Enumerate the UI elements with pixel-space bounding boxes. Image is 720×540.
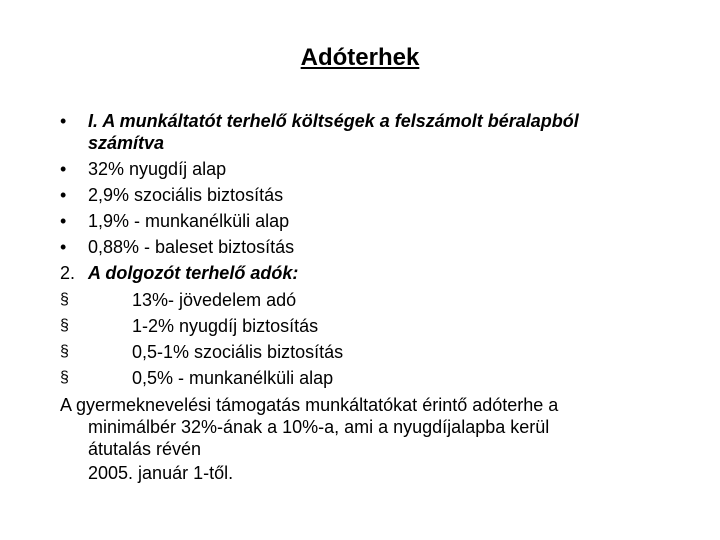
paragraph-line: átutalás révén	[88, 439, 202, 459]
list-item-text: 0,88% - baleset biztosítás	[88, 237, 295, 257]
list-item-text: 1,9% - munkanélküli alap	[88, 211, 290, 231]
page-title-text: Adóterhek	[300, 44, 420, 71]
list-item-text: számítva	[88, 133, 165, 153]
list-item-text: 1-2% nyugdíj biztosítás	[132, 316, 319, 336]
bullet-marker: •	[60, 111, 67, 131]
paragraph-line: minimálbér 32%-ának a 10%-a, ami a nyugdíjalapba kerül	[88, 417, 550, 437]
list-item-text: 2,9% szociális biztosítás	[88, 185, 284, 205]
section-marker: §	[60, 343, 69, 360]
list-item-text: A dolgozót terhelő adók:	[88, 263, 299, 283]
bullet-marker: •	[60, 159, 67, 179]
list-item-text: I. A munkáltatót terhelő költségek a felszámolt béralapból	[88, 111, 579, 131]
paragraph-line: 2005. január 1-től.	[88, 463, 234, 483]
section-marker: §	[60, 291, 69, 308]
bullet-marker: •	[60, 237, 67, 257]
bullet-marker: •	[60, 185, 67, 205]
list-item-text: 13%- jövedelem adó	[132, 290, 297, 310]
list-item-text: 32% nyugdíj alap	[88, 159, 227, 179]
list-item-text: 0,5% - munkanélküli alap	[132, 368, 334, 388]
bullet-marker: •	[60, 211, 67, 231]
paragraph-line: A gyermeknevelési támogatás munkáltatókat érintő adóterhe a	[60, 395, 559, 415]
number-marker: 2.	[60, 263, 76, 283]
page-title	[0, 44, 720, 72]
section-marker: §	[60, 317, 69, 334]
list-item-text: 0,5-1% szociális biztosítás	[132, 342, 344, 362]
section-marker: §	[60, 369, 69, 386]
